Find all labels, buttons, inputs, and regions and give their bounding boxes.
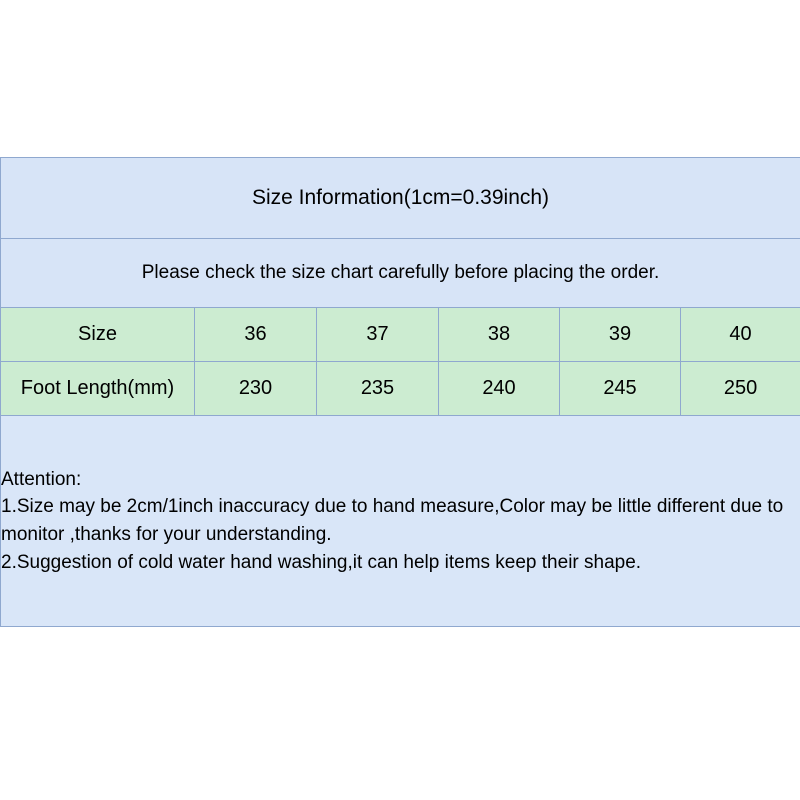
chart-subtitle: Please check the size chart carefully before placing the order.: [1, 239, 800, 308]
table-row-subtitle: [1, 239, 800, 308]
size-chart: [0, 157, 800, 627]
size-cell-39: 39: [560, 308, 681, 362]
row-label-foot-length: Foot Length(mm): [1, 362, 195, 416]
attention-notes: [1, 416, 800, 627]
size-cell-37: 37: [317, 308, 439, 362]
foot-length-cell-40: 250: [681, 362, 800, 416]
foot-length-cell-37: 235: [317, 362, 439, 416]
foot-length-cell-39: 245: [560, 362, 681, 416]
size-cell-38: 38: [439, 308, 560, 362]
table-row-size: [1, 308, 800, 362]
size-cell-36: 36: [195, 308, 317, 362]
note-line-2: 2.Suggestion of cold water hand washing,it can help items keep their shape.: [1, 551, 642, 573]
table-row-foot-length: [1, 362, 800, 416]
foot-length-cell-38: 240: [439, 362, 560, 416]
foot-length-cell-36: 230: [195, 362, 317, 416]
size-cell-40: 40: [681, 308, 800, 362]
size-information-table: [0, 157, 800, 627]
notes-heading: Attention:: [1, 468, 82, 490]
row-label-size: Size: [1, 308, 195, 362]
note-line-1: 1.Size may be 2cm/1inch inaccuracy due to hand measure,Color may be little different due to monitor ,thanks for your understanding.: [1, 496, 789, 545]
chart-title: Size Information(1cm=0.39inch): [1, 158, 800, 239]
table-row-title: [1, 158, 800, 239]
table-row-notes: [1, 416, 800, 627]
